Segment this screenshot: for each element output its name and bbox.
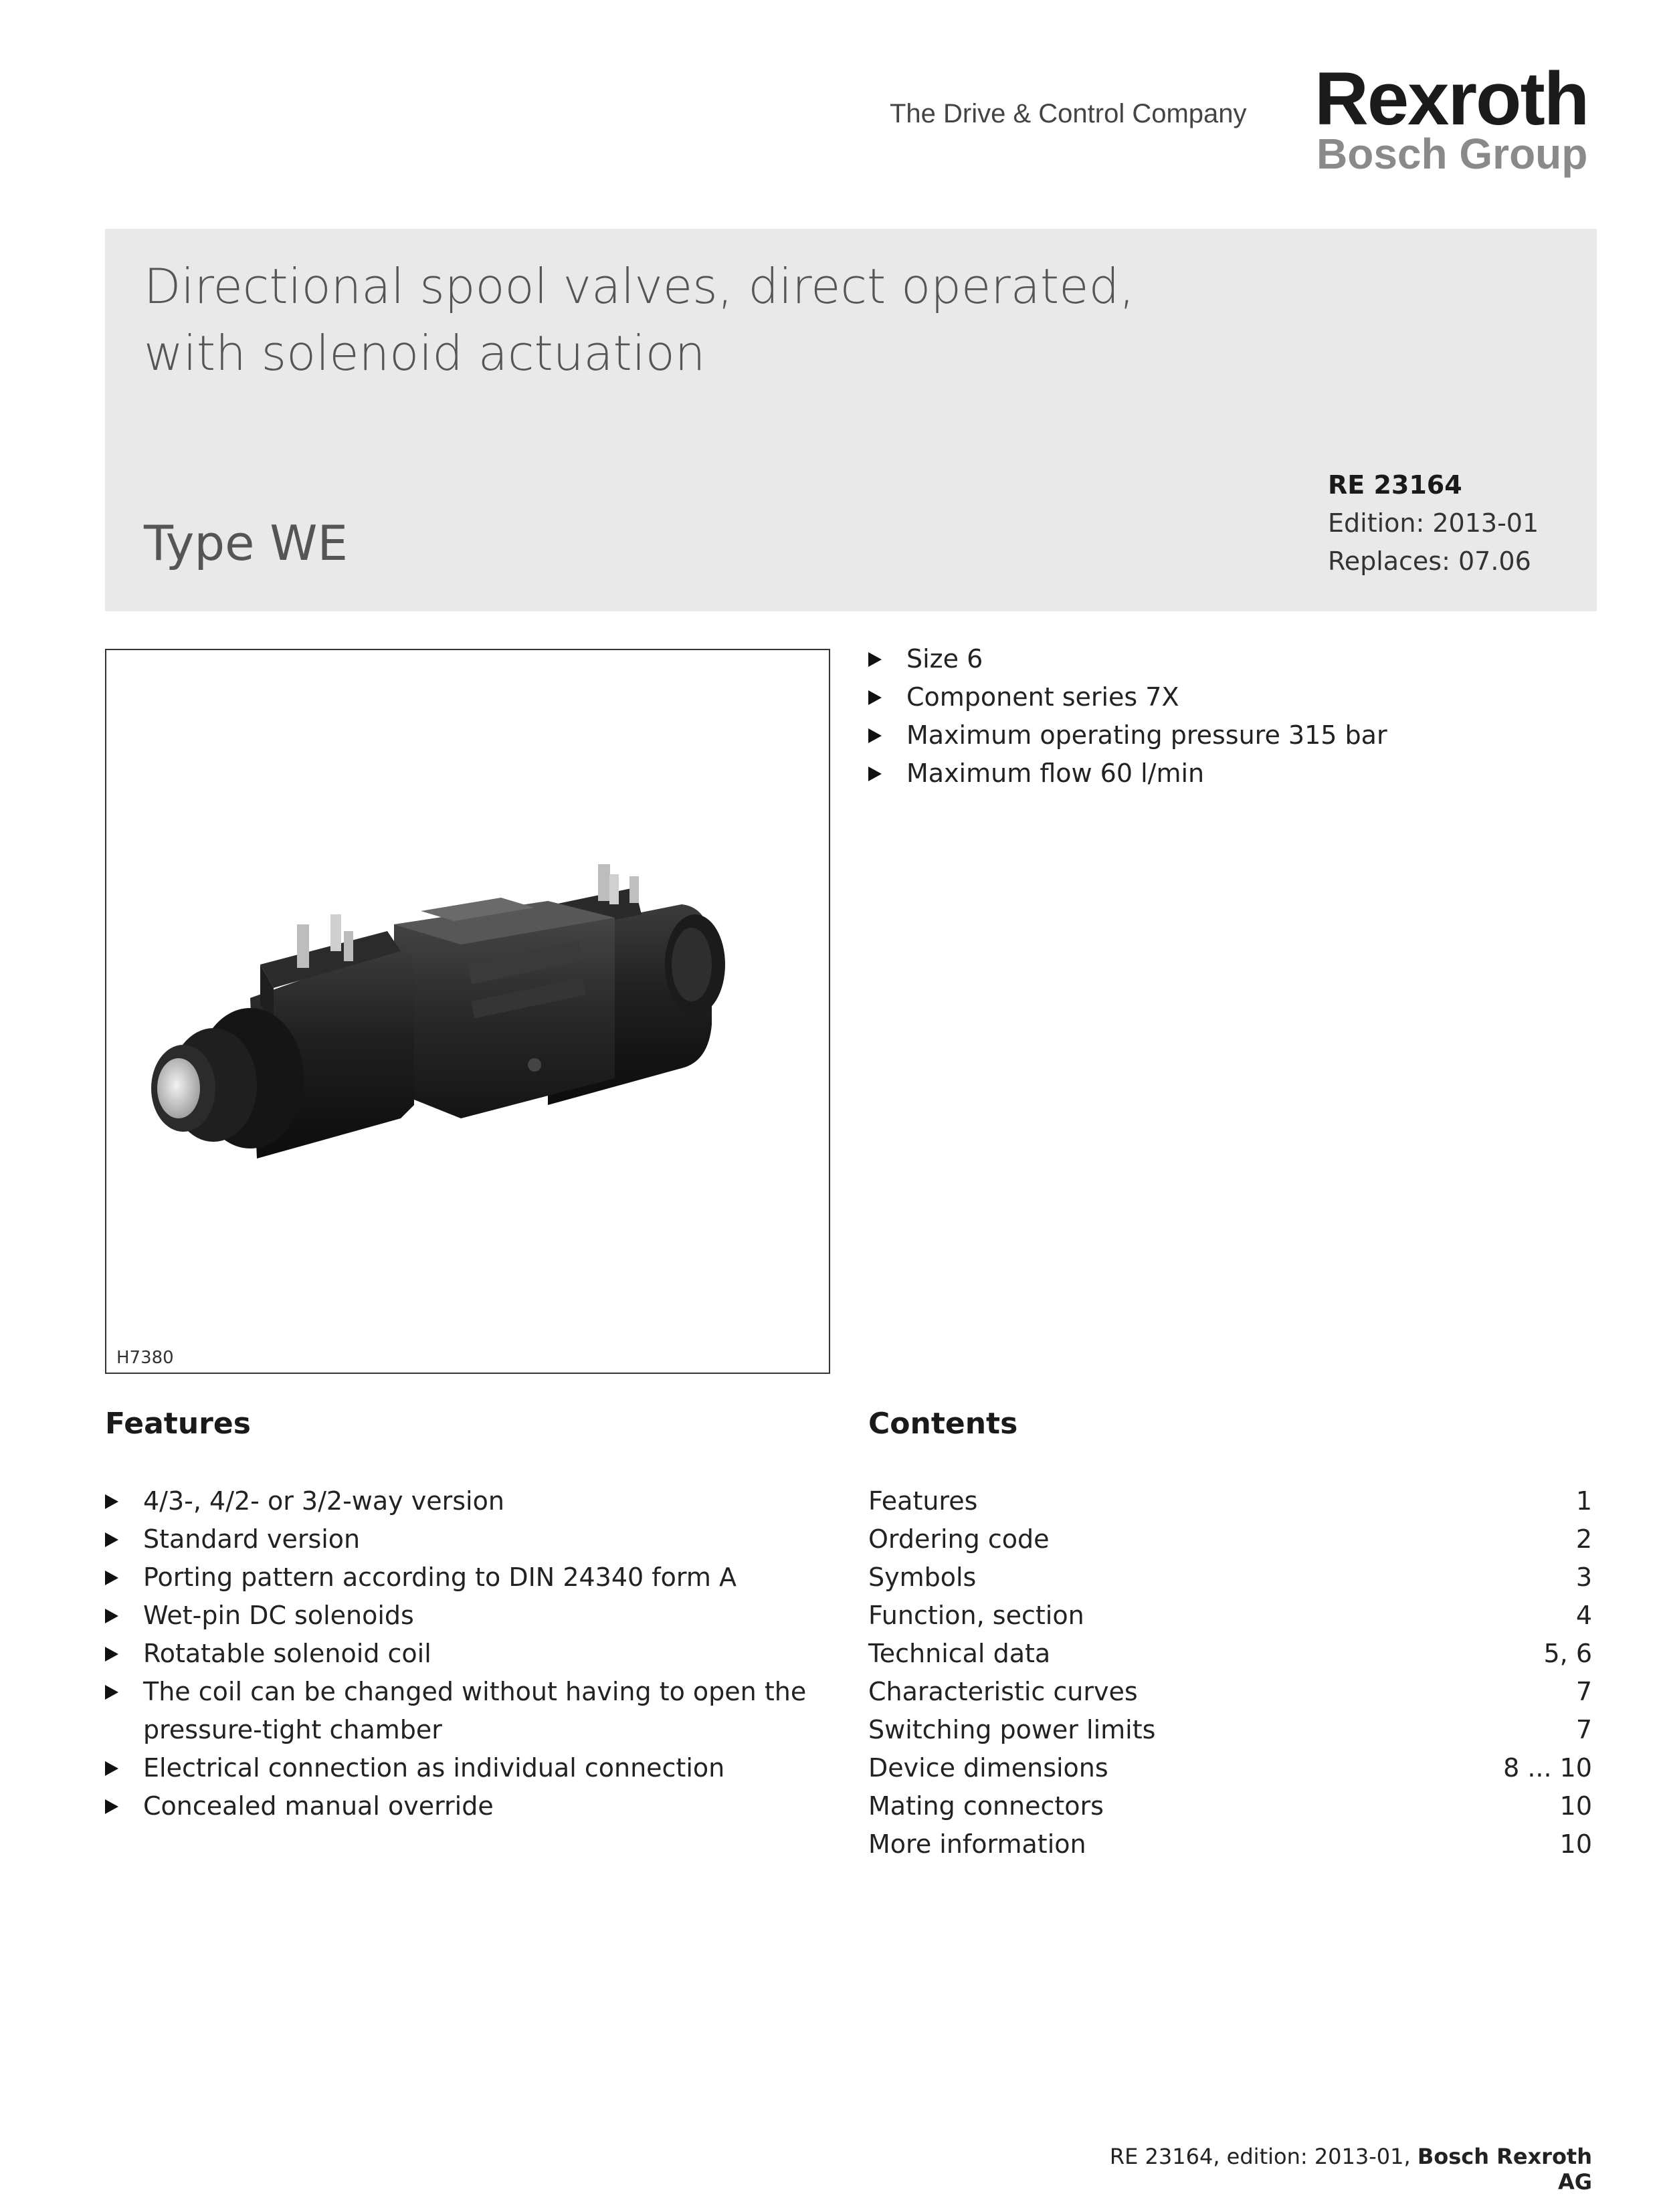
list-item: Wet-pin DC solenoids [105,1597,827,1635]
toc-row[interactable] [868,1520,1592,1559]
toc-page: 1 [1575,1486,1592,1516]
toc-row[interactable] [868,1825,1592,1864]
list-item: Standard version [105,1520,827,1559]
toc-label: More information [868,1829,1086,1859]
list-item: Concealed manual override [105,1787,827,1825]
list-item: Porting pattern according to DIN 24340 form A [105,1559,827,1597]
toc-label: Device dimensions [868,1753,1108,1783]
product-image-frame [105,649,830,1374]
toc-page: 10 [1559,1829,1592,1859]
bullet-triangle-icon [868,690,882,705]
valve-photo [106,650,829,1373]
manual-override-knob [151,1008,304,1148]
bullet-triangle-icon [105,1609,118,1623]
contents-heading: Contents [868,1407,1018,1441]
image-id-label: H7380 [116,1348,174,1368]
title-line-2: with solenoid actuation [144,325,706,381]
brand-logo-bosch-group: Bosch Group [1316,130,1588,178]
bullet-triangle-icon [105,1761,118,1776]
bullet-triangle-icon [868,652,882,667]
bullet-triangle-icon [105,1532,118,1547]
toc-label: Switching power limits [868,1715,1156,1744]
toc-label: Function, section [868,1601,1084,1630]
toc-label: Ordering code [868,1524,1050,1554]
features-heading: Features [105,1407,251,1441]
features-list [105,1482,827,1825]
bullet-triangle-icon [868,767,882,781]
table-of-contents [868,1482,1592,1864]
toc-label: Symbols [868,1563,977,1592]
footer-text: RE 23164, edition: 2013-01, [1109,2144,1418,2169]
toc-row[interactable] [868,1559,1592,1597]
bullet-triangle-icon [105,1647,118,1662]
bullet-triangle-icon [105,1685,118,1700]
toc-row[interactable] [868,1749,1592,1787]
list-item: Size 6 [868,640,1591,678]
toc-label: Characteristic curves [868,1677,1138,1706]
bullet-triangle-icon [105,1799,118,1814]
toc-row[interactable] [868,1635,1592,1673]
list-item: Electrical connection as individual connection [105,1749,827,1787]
list-item: Maximum flow 60 l/min [868,755,1591,793]
list-item: The coil can be changed without having to open the pressure-tight chamber [105,1673,827,1749]
edition: Edition: 2013-01 [1328,508,1539,538]
toc-row[interactable] [868,1711,1592,1749]
bullet-triangle-icon [105,1494,118,1509]
type-designation: Type WE [144,515,348,571]
toc-page: 2 [1575,1524,1592,1554]
list-item: 4/3-, 4/2- or 3/2-way version [105,1482,827,1520]
toc-row[interactable] [868,1597,1592,1635]
toc-page: 4 [1575,1601,1592,1630]
toc-label: Features [868,1486,978,1516]
re-number: RE 23164 [1328,470,1462,500]
toc-label: Technical data [868,1639,1051,1668]
list-item: Maximum operating pressure 315 bar [868,716,1591,755]
toc-page: 3 [1575,1563,1592,1592]
toc-page: 7 [1575,1715,1592,1744]
valve-body [394,898,615,1118]
list-item: Component series 7X [868,678,1591,716]
title-line-1: Directional spool valves, direct operated, [144,258,1135,314]
toc-row[interactable] [868,1673,1592,1711]
toc-row[interactable] [868,1787,1592,1825]
toc-label: Mating connectors [868,1791,1104,1821]
brand-logo-rexroth: Rexroth [1314,57,1589,140]
company-tagline: The Drive & Control Company [890,99,1247,128]
highlights-list [868,640,1591,793]
page-footer [1104,2144,1592,2195]
toc-page: 7 [1575,1677,1592,1706]
toc-row[interactable] [868,1482,1592,1520]
toc-page: 8 ... 10 [1503,1753,1592,1783]
list-item: Rotatable solenoid coil [105,1635,827,1673]
bullet-triangle-icon [868,728,882,743]
toc-page: 5, 6 [1543,1639,1592,1668]
footer-company: Bosch Rexroth AG [1417,2144,1592,2195]
bullet-triangle-icon [105,1571,118,1585]
replaces: Replaces: 07.06 [1328,546,1531,576]
toc-page: 10 [1559,1791,1592,1821]
document-title [144,253,1135,387]
